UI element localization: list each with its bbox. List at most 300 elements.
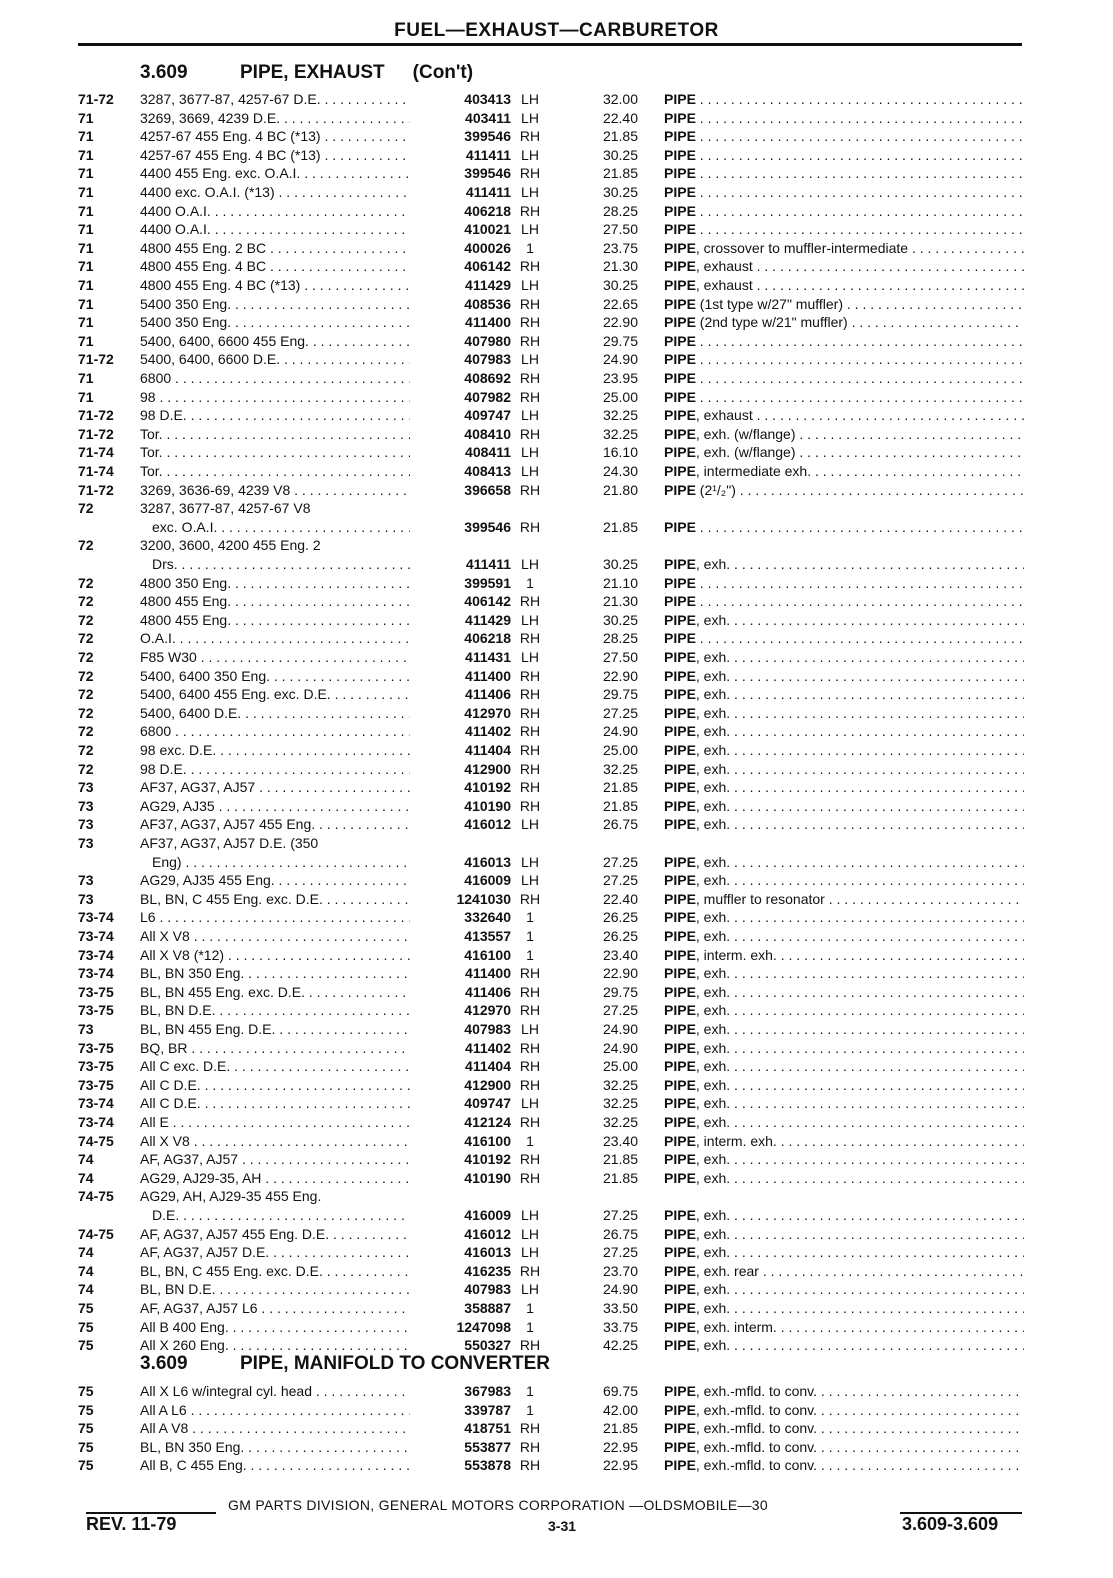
part-name-main: PIPE <box>664 611 696 628</box>
model-description: 4257-67 455 Eng. 4 BC (*13) . . . <box>140 146 410 164</box>
part-number: 411404 <box>465 742 511 758</box>
part-name-main: PIPE <box>664 239 696 256</box>
model-description: 6800 . . . <box>140 369 410 387</box>
table-row <box>0 518 1113 536</box>
table-row <box>0 1262 1113 1280</box>
model-year: 71 <box>78 370 94 386</box>
side-quantity: 1 <box>526 1318 534 1335</box>
side-quantity: LH <box>521 91 539 107</box>
model-description: 98 D.E. . . . <box>140 760 410 778</box>
part-name <box>664 220 1024 238</box>
model-description: Eng) . . . <box>152 853 410 871</box>
list-price: 42.00 <box>602 1401 638 1418</box>
part-name-main: PIPE <box>664 872 696 889</box>
table-row <box>0 964 1113 982</box>
side-quantity: LH <box>521 1225 539 1242</box>
table-row <box>0 1187 1113 1205</box>
part-name-main: PIPE <box>664 351 696 368</box>
part-name-detail: , interm. exh. <box>695 946 777 963</box>
side-quantity: LH <box>521 277 539 293</box>
model-year: 72 <box>78 667 94 684</box>
part-name-main: PIPE <box>664 407 696 424</box>
list-price: 21.85 <box>602 128 638 145</box>
part-name <box>664 927 1024 945</box>
model-year: 72 <box>78 723 94 740</box>
part-name <box>664 481 1024 499</box>
side-quantity: LH <box>521 872 539 889</box>
model-description: AG29, AH, AJ29-35 455 Eng. <box>140 1188 322 1205</box>
part-number: 411411 <box>465 184 511 200</box>
side-quantity: LH <box>521 1281 539 1298</box>
part-name-main: PIPE <box>664 370 696 386</box>
part-name-detail: , exh. <box>695 1225 731 1242</box>
list-price: 32.25 <box>602 760 638 777</box>
part-name-main: PIPE <box>664 1438 696 1455</box>
part-name-main: PIPE <box>664 593 696 610</box>
part-name-main: PIPE <box>664 1058 696 1075</box>
list-price: 21.10 <box>602 574 638 591</box>
part-number: 418751 <box>464 1420 511 1437</box>
table-row <box>0 462 1113 480</box>
model-year: 75 <box>78 1300 94 1316</box>
part-number: 408692 <box>464 370 511 386</box>
model-year: 73 <box>78 816 94 833</box>
list-price: 22.40 <box>602 109 638 126</box>
list-price: 21.85 <box>602 779 638 796</box>
part-name-detail: , exh. <box>695 983 731 1000</box>
list-price: 27.25 <box>602 872 638 889</box>
part-name <box>664 1336 1024 1354</box>
model-description: 5400, 6400 350 Eng. . . . <box>140 667 410 685</box>
model-description: 4400 O.A.I. . . . <box>140 220 410 238</box>
table-row <box>0 406 1113 424</box>
part-number: 412900 <box>464 760 511 777</box>
model-description: 4800 350 Eng. . . . <box>140 574 410 592</box>
model-year: 71 <box>78 332 94 349</box>
model-description: All X L6 w/integral cyl. head . . . <box>140 1382 410 1400</box>
part-name-main: PIPE <box>664 202 696 219</box>
table-row <box>0 722 1113 740</box>
part-name-main: PIPE <box>664 983 696 1000</box>
part-number: 411411 <box>465 146 511 163</box>
model-year: 75 <box>78 1318 94 1335</box>
part-name-detail: , exh. <box>695 649 731 665</box>
part-number: 410190 <box>464 1169 511 1186</box>
model-year: 71 <box>78 314 94 331</box>
part-name-detail: , exh. <box>695 928 731 944</box>
model-description: Drs. . . . <box>152 555 410 573</box>
part-name <box>664 1438 1024 1456</box>
side-quantity: LH <box>521 611 539 628</box>
part-name <box>664 741 1024 759</box>
part-name <box>664 146 1024 164</box>
part-name-detail: , exh. <box>695 667 731 684</box>
list-price: 27.25 <box>602 853 638 870</box>
side-quantity: RH <box>519 1002 541 1019</box>
part-name-detail: , exh. <box>695 1058 731 1075</box>
part-name-main: PIPE <box>664 1383 696 1399</box>
side-quantity: RH <box>519 779 541 796</box>
list-price: 21.85 <box>602 1151 638 1168</box>
table-row <box>0 1336 1113 1354</box>
model-description: All X V8 . . . <box>140 1132 410 1150</box>
part-name-detail: , exh. <box>695 556 731 572</box>
model-year: 72 <box>78 537 94 554</box>
side-quantity: RH <box>519 388 541 405</box>
table-row <box>0 313 1113 331</box>
table-row <box>0 1419 1113 1437</box>
part-name-main: PIPE <box>664 1225 696 1242</box>
part-name-main: PIPE <box>664 518 696 535</box>
part-name-detail: , exh. <box>695 742 731 758</box>
table-row <box>0 127 1113 145</box>
table-row <box>0 220 1113 238</box>
part-number: 406142 <box>464 258 511 275</box>
list-price: 26.25 <box>602 909 638 926</box>
side-quantity: RH <box>519 332 541 349</box>
part-name-detail: , crossover to muffler-intermediate <box>695 239 909 256</box>
model-year: 73 <box>78 779 94 796</box>
part-name-main: PIPE <box>664 574 696 591</box>
part-name-main: PIPE <box>664 1076 696 1093</box>
table-row <box>0 90 1113 108</box>
model-year: 72 <box>78 611 94 628</box>
model-description: All X V8 . . . <box>140 927 410 945</box>
part-name <box>664 890 1024 908</box>
part-name <box>664 295 1024 313</box>
model-year: 72 <box>78 500 94 517</box>
list-price: 27.25 <box>602 1002 638 1019</box>
part-name-detail: , exh. <box>695 909 731 926</box>
model-year: 73-75 <box>78 1076 114 1093</box>
table-row <box>0 778 1113 796</box>
part-name <box>664 127 1024 145</box>
table-row <box>0 1094 1113 1112</box>
side-quantity: RH <box>519 760 541 777</box>
model-description: AG29, AJ35 455 Eng. . . . <box>140 871 410 889</box>
part-number: 396658 <box>464 481 511 498</box>
table-row <box>0 1113 1113 1131</box>
model-description: BQ, BR . . . <box>140 1039 410 1057</box>
table-row <box>0 1225 1113 1243</box>
side-quantity: 1 <box>526 909 534 926</box>
part-name-detail: , exh. (w/flange) <box>695 444 796 461</box>
part-number: 1241030 <box>456 890 511 907</box>
part-name-detail: , exh. <box>695 723 731 740</box>
part-name-detail: , exh. rear <box>695 1262 759 1279</box>
table-row <box>0 983 1113 1001</box>
list-price: 24.30 <box>602 463 638 479</box>
part-name-detail: , interm. exh. <box>695 1132 777 1149</box>
table-row <box>0 332 1113 350</box>
part-name-detail: (1st type w/27" muffler) <box>695 295 844 312</box>
table-row <box>0 202 1113 220</box>
list-price: 25.00 <box>602 1058 638 1075</box>
part-number: 408413 <box>464 463 511 479</box>
model-description: 6800 . . . <box>140 722 410 740</box>
part-number: 332640 <box>464 909 511 926</box>
model-description: 3269, 3669, 4239 D.E. . . . <box>140 109 410 127</box>
part-name-main: PIPE <box>664 797 696 814</box>
part-name-main: PIPE <box>664 1021 696 1037</box>
list-price: 27.25 <box>602 704 638 721</box>
part-number: 411429 <box>465 611 511 628</box>
part-name-main: PIPE <box>664 314 696 331</box>
table-row <box>0 704 1113 722</box>
list-price: 21.85 <box>602 1420 638 1437</box>
list-price: 22.90 <box>602 314 638 331</box>
table-row <box>0 499 1113 517</box>
model-year: 71 <box>78 202 94 219</box>
part-name <box>664 1169 1024 1187</box>
model-year: 71 <box>78 239 94 256</box>
part-name <box>664 983 1024 1001</box>
side-quantity: 1 <box>526 1383 534 1399</box>
model-year: 73-74 <box>78 928 114 944</box>
model-year: 71-74 <box>78 444 114 461</box>
table-row <box>0 667 1113 685</box>
table-row <box>0 109 1113 127</box>
part-name-detail: , exh. <box>695 1002 731 1019</box>
table-row <box>0 1456 1113 1474</box>
model-description: 5400, 6400, 6600 D.E. . . . <box>140 350 410 368</box>
model-description: 4257-67 455 Eng. 4 BC (*13) . . . <box>140 127 410 145</box>
table-row <box>0 1280 1113 1298</box>
model-year: 73-75 <box>78 1039 114 1056</box>
model-description: AF, AG37, AJ57 455 Eng. D.E. . . . <box>140 1225 410 1243</box>
side-quantity: 1 <box>526 1300 534 1316</box>
side-quantity: 1 <box>526 946 534 963</box>
part-name-detail: , exh. <box>695 1281 731 1298</box>
model-description: BL, BN, C 455 Eng. exc. D.E. . . . <box>140 890 410 908</box>
table-row <box>0 1243 1113 1261</box>
part-number: 411431 <box>465 649 511 665</box>
part-number: 358887 <box>464 1300 511 1316</box>
part-name-main: PIPE <box>664 1114 696 1130</box>
part-name-detail: , exh. <box>695 779 731 796</box>
model-year: 74-75 <box>78 1188 114 1205</box>
part-name-detail: , exh. (w/flange) <box>695 425 796 442</box>
part-number: 412970 <box>464 1002 511 1019</box>
part-name-main: PIPE <box>664 742 696 758</box>
part-name-main: PIPE <box>664 649 696 665</box>
part-name-detail: (2nd type w/21" muffler) <box>695 314 848 331</box>
list-price: 30.25 <box>602 277 638 293</box>
part-number: 411400 <box>465 965 511 982</box>
model-description: 4800 455 Eng. . . . <box>140 611 410 629</box>
table-row <box>0 871 1113 889</box>
part-number: 416009 <box>464 872 511 889</box>
list-price: 21.30 <box>602 258 638 275</box>
part-name <box>664 1299 1024 1317</box>
list-price: 21.85 <box>602 518 638 535</box>
model-description: D.E. . . . <box>152 1206 410 1224</box>
part-name-main: PIPE <box>664 258 696 275</box>
part-name <box>664 443 1024 461</box>
model-description: L6 . . . <box>140 908 410 926</box>
part-number: 403413 <box>464 91 511 107</box>
model-year: 72 <box>78 630 94 647</box>
part-number: 407980 <box>464 332 511 349</box>
part-name-main: PIPE <box>664 779 696 796</box>
part-number: 407983 <box>464 1021 511 1037</box>
part-name <box>664 406 1024 424</box>
part-name-detail: , exh. <box>695 797 731 814</box>
list-price: 26.75 <box>602 816 638 833</box>
list-price: 22.95 <box>602 1438 638 1455</box>
model-year: 72 <box>78 593 94 610</box>
part-name <box>664 1318 1024 1336</box>
side-quantity: RH <box>519 314 541 331</box>
model-description: 5400, 6400 D.E. . . . <box>140 704 410 722</box>
side-quantity: RH <box>519 630 541 647</box>
side-quantity: LH <box>521 816 539 833</box>
model-year: 73-75 <box>78 983 114 1000</box>
side-quantity: LH <box>521 463 539 479</box>
model-year: 71-72 <box>78 425 114 442</box>
part-name <box>664 778 1024 796</box>
part-name-main: PIPE <box>664 165 696 182</box>
list-price: 21.85 <box>602 797 638 814</box>
part-name <box>664 1401 1024 1419</box>
part-name-detail: , exh.-mfld. to conv. <box>695 1420 818 1437</box>
table-row <box>0 146 1113 164</box>
part-number: 399546 <box>464 165 511 182</box>
side-quantity: 1 <box>526 239 534 256</box>
part-name-detail: , exh. <box>695 704 731 721</box>
side-quantity: LH <box>521 351 539 368</box>
part-name-main: PIPE <box>664 295 696 312</box>
part-name-main: PIPE <box>664 1151 696 1168</box>
part-name-main: PIPE <box>664 1095 696 1112</box>
model-year: 71 <box>78 221 94 238</box>
list-price: 28.25 <box>602 630 638 647</box>
model-year: 74 <box>78 1244 94 1261</box>
part-name <box>664 257 1024 275</box>
model-description: O.A.I. . . . <box>140 629 410 647</box>
part-number: 410192 <box>464 1151 511 1168</box>
model-description: Tor. . . . <box>140 443 410 461</box>
part-name-main: PIPE <box>664 1039 696 1056</box>
part-name <box>664 946 1024 964</box>
model-year: 73 <box>78 797 94 814</box>
table-row <box>0 1318 1113 1336</box>
model-description: AF37, AG37, AJ57 D.E. (350 <box>140 835 319 851</box>
part-name-main: PIPE <box>664 760 696 777</box>
part-number: 412900 <box>464 1076 511 1093</box>
model-description: BL, BN 455 Eng. D.E. . . . <box>140 1020 410 1038</box>
part-number: 416235 <box>464 1262 511 1279</box>
model-year: 73 <box>78 872 94 889</box>
model-description: BL, BN D.E. . . . <box>140 1280 410 1298</box>
part-name-main: PIPE <box>664 1457 696 1474</box>
table-row <box>0 815 1113 833</box>
model-year: 71 <box>78 128 94 145</box>
table-row <box>0 239 1113 257</box>
list-price: 26.25 <box>602 928 638 944</box>
part-number: 408410 <box>464 425 511 442</box>
list-price: 24.90 <box>602 1281 638 1298</box>
side-quantity: 1 <box>526 928 534 944</box>
side-quantity: RH <box>519 742 541 758</box>
list-price: 29.75 <box>602 332 638 349</box>
model-year: 73 <box>78 890 94 907</box>
part-number: 411406 <box>465 686 511 703</box>
model-description: 3287, 3677-87, 4257-67 V8 <box>140 500 311 517</box>
model-description: AF, AG37, AJ57 D.E. . . . <box>140 1243 410 1261</box>
part-number: 410190 <box>464 797 511 814</box>
model-description: BL, BN D.E. . . . <box>140 1001 410 1019</box>
table-row <box>0 555 1113 573</box>
part-name-main: PIPE <box>664 425 696 442</box>
part-name <box>664 276 1024 294</box>
part-name-main: PIPE <box>664 1132 696 1149</box>
list-price: 22.95 <box>602 1457 638 1474</box>
part-number: 416100 <box>464 946 511 963</box>
part-name <box>664 1280 1024 1298</box>
model-year: 75 <box>78 1457 94 1474</box>
part-name-main: PIPE <box>664 444 696 461</box>
table-row <box>0 1057 1113 1075</box>
list-price: 42.25 <box>602 1337 638 1354</box>
model-year: 75 <box>78 1438 94 1455</box>
part-name <box>664 1206 1024 1224</box>
side-quantity: RH <box>519 1039 541 1056</box>
side-quantity: RH <box>519 202 541 219</box>
model-year: 71-72 <box>78 407 114 424</box>
part-name-detail: , exh.-mfld. to conv. <box>695 1438 818 1455</box>
model-year: 71-74 <box>78 463 114 479</box>
side-quantity: RH <box>519 1058 541 1075</box>
part-name-main: PIPE <box>664 1318 696 1335</box>
list-price: 25.00 <box>602 742 638 758</box>
model-description: All B 400 Eng. . . . <box>140 1318 410 1336</box>
part-name-main: PIPE <box>664 221 696 238</box>
table-row <box>0 1438 1113 1456</box>
side-quantity: RH <box>519 481 541 498</box>
part-name-detail: , exh.-mfld. to conv. <box>695 1401 818 1418</box>
list-price: 29.75 <box>602 686 638 703</box>
model-description: All A V8 . . . <box>140 1419 410 1437</box>
page-header: FUEL—EXHAUST—CARBURETOR <box>394 20 719 41</box>
part-name <box>664 964 1024 982</box>
model-description: BL, BN 350 Eng. . . . <box>140 1438 410 1456</box>
model-description: All E . . . <box>140 1113 410 1131</box>
part-name <box>664 1076 1024 1094</box>
part-name <box>664 1113 1024 1131</box>
part-number: 407983 <box>464 1281 511 1298</box>
model-description: 4400 exc. O.A.I. (*13) . . . <box>140 183 410 201</box>
list-price: 30.25 <box>602 146 638 163</box>
side-quantity: RH <box>519 1438 541 1455</box>
model-year: 73 <box>78 835 94 851</box>
model-description: AF, AG37, AJ57 L6 . . . <box>140 1299 410 1317</box>
table-row <box>0 1020 1113 1038</box>
part-number: 416013 <box>464 853 511 870</box>
side-quantity: RH <box>519 258 541 275</box>
model-year: 71 <box>78 295 94 312</box>
model-description: 3200, 3600, 4200 455 Eng. 2 <box>140 537 321 554</box>
model-description: AG29, AJ29-35, AH . . . <box>140 1169 410 1187</box>
part-name <box>664 797 1024 815</box>
list-price: 25.00 <box>602 388 638 405</box>
part-number: 403411 <box>465 109 511 126</box>
model-description: AF37, AG37, AJ57 . . . <box>140 778 410 796</box>
part-name-main: PIPE <box>664 146 696 163</box>
model-year: 74 <box>78 1151 94 1168</box>
part-name-main: PIPE <box>664 909 696 926</box>
model-year: 72 <box>78 704 94 721</box>
